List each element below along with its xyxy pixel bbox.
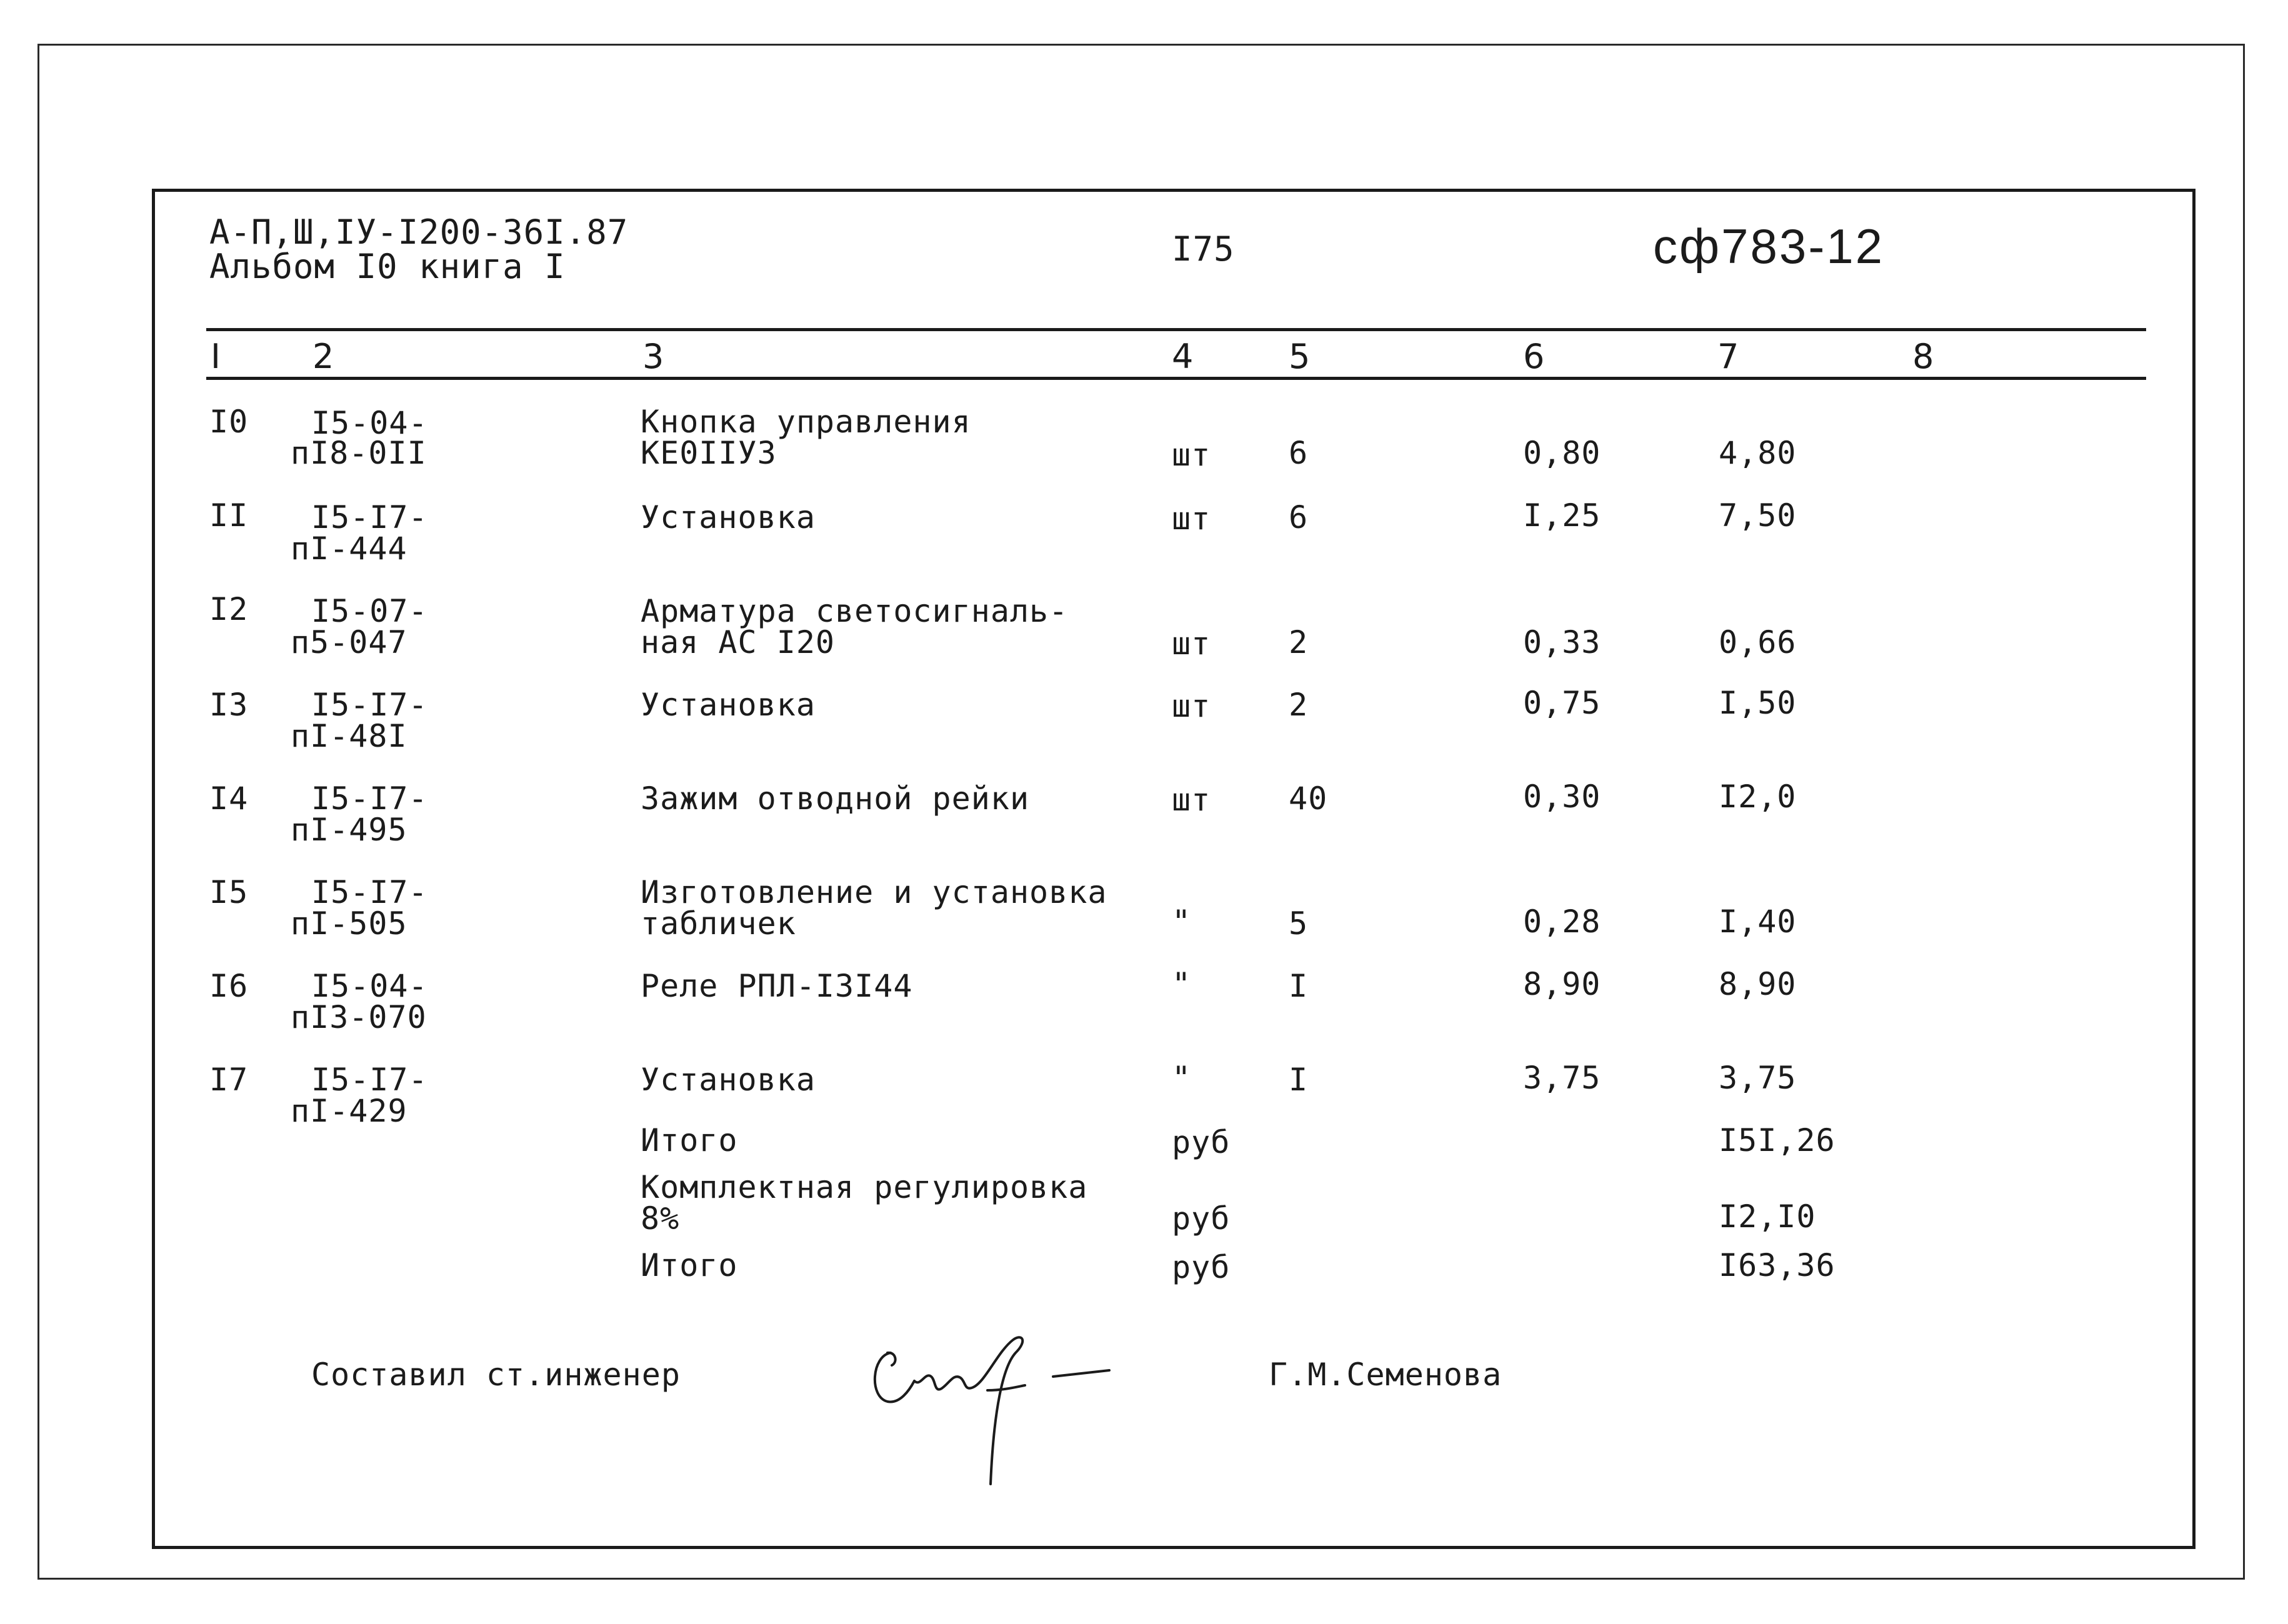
row-number: I7 (209, 1062, 249, 1098)
document-code: сф783-12 (1653, 219, 1885, 274)
row-unit: шт (1172, 625, 1211, 662)
row-unit: " (1172, 904, 1192, 940)
row-total: I,50 (1719, 685, 1797, 721)
row-code-line2: пI-444 (291, 531, 407, 567)
totals-label: Итого (641, 1122, 738, 1158)
page-number: I75 (1172, 229, 1235, 269)
row-price: 0,33 (1523, 624, 1601, 660)
column-header: 3 (642, 337, 665, 376)
totals-unit: руб (1172, 1249, 1231, 1285)
row-name-line1: Арматура светосигналь- (641, 593, 1069, 629)
row-total: I2,0 (1719, 779, 1797, 815)
column-header: 8 (1912, 337, 1935, 376)
row-code-line1: I5-I7- (311, 499, 428, 536)
row-code-line2: пI-48I (291, 718, 407, 754)
row-quantity: 6 (1289, 435, 1309, 471)
column-header: 4 (1172, 337, 1194, 376)
row-total: 0,66 (1719, 624, 1797, 660)
row-name-line1: Установка (641, 499, 816, 536)
header-album: Альбом I0 книга I (209, 247, 566, 286)
row-unit: " (1172, 1060, 1192, 1096)
signature-icon (866, 1328, 1134, 1490)
totals-label-line2: 8% (641, 1200, 680, 1237)
row-code-line1: I5-07- (311, 593, 428, 629)
totals-value: I5I,26 (1719, 1122, 1836, 1158)
row-total: 7,50 (1719, 497, 1797, 534)
row-name-line1: Изготовление и установка (641, 874, 1107, 910)
row-number: I2 (209, 591, 249, 627)
row-quantity: 2 (1289, 687, 1309, 723)
row-name-line1: Установка (641, 687, 816, 723)
table-header-rule (206, 377, 2146, 380)
row-unit: шт (1172, 501, 1211, 537)
row-quantity: I (1289, 968, 1309, 1004)
row-name-line1: Зажим отводной рейки (641, 780, 1030, 817)
row-price: 0,75 (1523, 685, 1601, 721)
row-name-line1: Реле РПЛ-I3I44 (641, 968, 913, 1004)
document-frame (152, 189, 2196, 1549)
totals-unit: руб (1172, 1200, 1231, 1237)
row-name-line2: табличек (641, 905, 796, 942)
row-quantity: 40 (1289, 780, 1328, 817)
row-quantity: I (1289, 1062, 1309, 1098)
row-code-line1: I5-04- (311, 405, 428, 441)
row-name-line1: Установка (641, 1062, 816, 1098)
column-header: 5 (1289, 337, 1311, 376)
column-header: 2 (312, 337, 335, 376)
totals-unit: руб (1172, 1124, 1231, 1160)
row-price: I,25 (1523, 497, 1601, 534)
table-top-rule (206, 328, 2146, 331)
row-name-line2: ная АС I20 (641, 624, 836, 660)
row-number: I4 (209, 780, 249, 817)
row-code-line2: пI3-070 (291, 999, 427, 1035)
row-total: I,40 (1719, 904, 1797, 940)
totals-label: Итого (641, 1247, 738, 1283)
row-price: 0,28 (1523, 904, 1601, 940)
compiler-name: Г.М.Семенова (1269, 1357, 1502, 1393)
row-unit: шт (1172, 782, 1211, 818)
row-price: 8,90 (1523, 966, 1601, 1002)
row-unit: шт (1172, 688, 1211, 724)
row-code-line2: пI8-0II (291, 435, 427, 471)
column-header: 6 (1523, 337, 1546, 376)
row-number: I6 (209, 968, 249, 1004)
row-total: 3,75 (1719, 1060, 1797, 1096)
column-header: I (211, 337, 221, 376)
row-quantity: 5 (1289, 905, 1309, 942)
row-code-line1: I5-I7- (311, 780, 428, 817)
row-number: I0 (209, 404, 249, 440)
totals-label: Комплектная регулировка (641, 1169, 1088, 1205)
row-total: 8,90 (1719, 966, 1797, 1002)
row-code-line1: I5-I7- (311, 687, 428, 723)
row-code-line2: пI-505 (291, 905, 407, 942)
row-name-line1: Кнопка управления (641, 404, 971, 440)
row-code-line1: I5-I7- (311, 1062, 428, 1098)
row-unit: шт (1172, 437, 1211, 473)
row-price: 3,75 (1523, 1060, 1601, 1096)
column-header: 7 (1717, 337, 1740, 376)
row-code-line2: п5-047 (291, 624, 407, 660)
row-code-line1: I5-I7- (311, 874, 428, 910)
row-unit: " (1172, 966, 1192, 1002)
row-code-line2: пI-495 (291, 812, 407, 848)
row-name-line2: КЕ0IIУ3 (641, 435, 777, 471)
row-code-line1: I5-04- (311, 968, 428, 1004)
row-number: II (209, 497, 249, 534)
row-price: 0,30 (1523, 779, 1601, 815)
row-code-line2: пI-429 (291, 1093, 407, 1129)
row-price: 0,80 (1523, 435, 1601, 471)
row-total: 4,80 (1719, 435, 1797, 471)
header-document-ref: А-П,Ш,IУ-I200-36I.87 (209, 212, 629, 252)
totals-value: I63,36 (1719, 1247, 1836, 1283)
row-quantity: 6 (1289, 499, 1309, 536)
compiler-role: Составил ст.инженер (311, 1357, 681, 1393)
row-number: I3 (209, 687, 249, 723)
totals-value: I2,I0 (1719, 1198, 1816, 1235)
row-quantity: 2 (1289, 624, 1309, 660)
row-number: I5 (209, 874, 249, 910)
